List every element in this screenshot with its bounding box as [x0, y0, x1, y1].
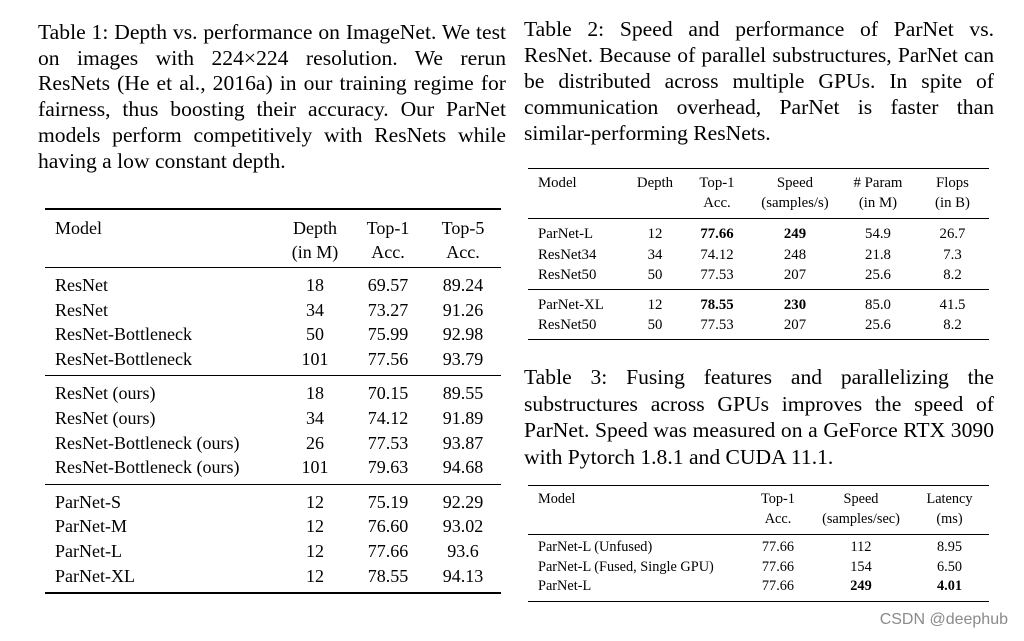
- depth-cell: 12: [306, 491, 324, 512]
- latency-cell: 6.50: [936, 558, 963, 575]
- table1-header-depth-unit: (in M): [291, 242, 339, 262]
- table1-header-depth: Depth: [293, 218, 337, 238]
- depth-cell: 34: [306, 407, 324, 428]
- top5-cell: 89.24: [442, 275, 484, 295]
- table2-caption-text: Speed and performance of ParNet vs. ResNet. Because of parallel substructures, ParNet can be distributed across multiple GPUs. In spite of communication overhead, ParNet is faster than similar-performing ResNets.: [524, 17, 995, 145]
- flops-cell: 7.3: [943, 246, 962, 263]
- top1-cell: 77.66: [367, 540, 409, 561]
- model-cell: ResNet: [55, 299, 108, 320]
- table-row: [528, 315, 989, 339]
- top1-cell: 77.53: [700, 267, 734, 284]
- flops-cell: 41.5: [939, 296, 966, 313]
- table2-header-spacer: [528, 193, 626, 219]
- model-cell: ParNet-L: [538, 578, 592, 595]
- table1-caption-label: Table 1:: [38, 20, 109, 44]
- table2-group-xl: [528, 289, 989, 339]
- speed-cell: [812, 577, 910, 601]
- model-cell: ResNet50: [538, 267, 597, 284]
- speed-cell: 207: [783, 317, 807, 334]
- table3-caption-text: Fusing features and parallelizing the substructures across GPUs improves the speed of ParNet. Speed was measured on a GeForce RTX 3090 with Pytorch 1.8.1 and CUDA 11.1.: [524, 365, 994, 469]
- depth-cell: 18: [306, 275, 324, 295]
- model-cell: ParNet-L (Unfused): [538, 539, 653, 555]
- depth-cell: 12: [306, 565, 324, 586]
- table3-header-speed-unit: (samples/sec): [822, 510, 900, 527]
- model-cell: ResNet (ours): [55, 407, 156, 428]
- model-cell: ParNet-L: [55, 540, 122, 561]
- flops-cell: 26.7: [939, 226, 966, 242]
- watermark: CSDN @deephub: [879, 611, 1008, 628]
- table-row: [45, 539, 501, 564]
- depth-cell: 12: [647, 226, 663, 242]
- table2-header-model: Model: [538, 175, 577, 191]
- param-cell: 25.6: [865, 317, 891, 334]
- model-cell: ResNet-Bottleneck (ours): [55, 432, 240, 453]
- flops-cell: 8.2: [943, 317, 962, 334]
- table3-header-model: Model: [538, 491, 576, 507]
- model-cell: ResNet-Bottleneck: [55, 324, 192, 345]
- top1-cell: 76.60: [367, 516, 409, 537]
- table2-header-param-unit: (in M): [858, 195, 898, 211]
- top5-cell: 93.79: [442, 348, 484, 369]
- param-cell: 25.6: [865, 267, 891, 284]
- table1-group-parnet: [45, 484, 501, 593]
- table-row: [528, 265, 989, 289]
- depth-cell: 50: [647, 317, 663, 334]
- table1-group-resnet: [45, 268, 501, 376]
- depth-cell: 50: [306, 324, 324, 345]
- table-row: [45, 376, 501, 406]
- table2-header-depth: Depth: [636, 175, 674, 191]
- table-row: [528, 219, 989, 245]
- top1-cell: 75.19: [367, 491, 409, 512]
- table2-header-flops: Flops: [936, 175, 969, 191]
- table-row: [528, 289, 989, 315]
- table2-header-top1-unit: Acc.: [703, 195, 731, 211]
- table1-caption-text: Depth vs. performance on ImageNet. We test on images with 224×224 resolution. We rerun ResNets (He et al., 2016a) in our training regime for fairness, thus boosting their accuracy. Our ParNet models perform competitively with ResNets while having a low constant depth.: [38, 20, 506, 173]
- table3-caption: [524, 364, 994, 470]
- top1-best: 77.66: [700, 226, 734, 242]
- table2-header-top1: Top-1: [699, 175, 735, 191]
- top5-cell: 91.26: [442, 299, 484, 320]
- model-cell: ResNet-Bottleneck: [55, 348, 192, 369]
- top5-cell: 92.98: [442, 324, 484, 345]
- table3-caption-label: Table 3:: [524, 365, 608, 389]
- depth-cell: 18: [306, 383, 324, 404]
- table3-header-speed: Speed: [843, 491, 879, 507]
- table2-header-param: # Param: [853, 175, 903, 191]
- top1-cell: 75.99: [367, 324, 409, 345]
- table-row: [45, 484, 501, 514]
- model-cell: ParNet-M: [55, 516, 127, 537]
- top1-cell: 69.57: [367, 275, 409, 295]
- flops-cell: 8.2: [943, 267, 962, 284]
- table2-header-spacer: [626, 193, 684, 219]
- model-cell: ParNet-S: [55, 491, 121, 512]
- depth-cell: 12: [306, 540, 324, 561]
- speed-cell: 154: [850, 558, 872, 575]
- depth-cell: 12: [647, 296, 663, 313]
- table3-header-top1: Top-1: [761, 491, 795, 507]
- speed-cell: [750, 219, 840, 245]
- table1-header-spacer: [45, 240, 279, 268]
- table1-header-top1: Top-1: [366, 218, 410, 238]
- top5-cell: 89.55: [442, 383, 484, 404]
- speed-best: 230: [783, 296, 807, 313]
- model-cell: ResNet: [55, 275, 108, 295]
- table-row: [45, 298, 501, 323]
- param-cell: 21.8: [865, 246, 891, 263]
- top5-cell: 94.13: [442, 565, 484, 586]
- table3-header-top1-unit: Acc.: [764, 510, 792, 527]
- top5-cell: 93.02: [442, 516, 484, 537]
- speed-best: 249: [850, 578, 872, 595]
- model-cell: ResNet34: [538, 246, 597, 263]
- table3-header-spacer: [528, 510, 744, 535]
- top5-cell: 91.89: [442, 407, 484, 428]
- table-row: [45, 268, 501, 298]
- table-row: [45, 514, 501, 539]
- top5-cell: 93.87: [442, 432, 484, 453]
- depth-cell: 34: [647, 246, 663, 263]
- top1-cell: [684, 289, 750, 315]
- table3-header-latency: Latency: [926, 491, 973, 507]
- table2-caption-label: Table 2:: [524, 17, 605, 41]
- top1-best: 78.55: [700, 296, 734, 313]
- depth-cell: 50: [647, 267, 663, 284]
- depth-cell: 101: [301, 457, 329, 478]
- model-cell: ParNet-XL: [538, 296, 604, 313]
- table2-group-large: [528, 219, 989, 290]
- table-row: [45, 455, 501, 484]
- top1-cell: 77.53: [367, 432, 409, 453]
- table-row: [528, 558, 989, 578]
- latency-cell: 8.95: [936, 539, 963, 555]
- depth-cell: 26: [306, 432, 324, 453]
- model-cell: ParNet-L: [538, 226, 594, 242]
- top1-cell: 79.63: [367, 457, 409, 478]
- table-row: [528, 535, 989, 558]
- table1-header-top1-unit: Acc.: [371, 242, 405, 262]
- depth-cell: 12: [306, 516, 324, 537]
- top5-cell: 92.29: [442, 491, 484, 512]
- table-row: [45, 347, 501, 376]
- table1-header-model: Model: [55, 218, 102, 238]
- table1-caption: [38, 20, 506, 174]
- top1-cell: 77.56: [367, 348, 409, 369]
- table1: [45, 208, 501, 594]
- table-row: [45, 431, 501, 456]
- table3-header-latency-unit: (ms): [936, 510, 963, 527]
- model-cell: ParNet-L (Fused, Single GPU): [538, 558, 714, 575]
- speed-cell: 248: [783, 246, 807, 263]
- table2-header-speed-unit: (samples/s): [761, 195, 829, 211]
- top5-cell: 93.6: [447, 540, 479, 561]
- table2: [528, 168, 989, 340]
- depth-cell: 101: [301, 348, 329, 369]
- table-row: [528, 245, 989, 266]
- table2-header: [528, 169, 989, 219]
- top1-cell: 74.12: [367, 407, 409, 428]
- table3-body: [528, 535, 989, 602]
- table2-header-speed: Speed: [776, 175, 814, 191]
- table1-header: [45, 209, 501, 268]
- table2-header-flops-unit: (in B): [935, 195, 970, 211]
- param-cell: 54.9: [865, 226, 891, 242]
- latency-cell: [910, 577, 989, 601]
- table-row: [45, 406, 501, 431]
- depth-cell: 34: [306, 299, 324, 320]
- top1-cell: 77.66: [761, 539, 795, 555]
- top1-cell: 78.55: [367, 565, 409, 586]
- top1-cell: 77.53: [700, 317, 734, 334]
- top1-cell: 70.15: [367, 383, 409, 404]
- speed-cell: 112: [850, 539, 872, 555]
- latency-best: 4.01: [936, 578, 963, 595]
- top1-cell: 74.12: [700, 246, 734, 263]
- table3: [528, 485, 989, 602]
- table-row: [45, 322, 501, 347]
- model-cell: ResNet50: [538, 317, 597, 334]
- model-cell: ParNet-XL: [55, 565, 135, 586]
- table-row: [45, 564, 501, 594]
- table1-header-top5: Top-5: [441, 218, 485, 238]
- speed-cell: [750, 289, 840, 315]
- param-cell: 85.0: [865, 296, 891, 313]
- speed-best: 249: [783, 226, 807, 242]
- model-cell: ResNet-Bottleneck (ours): [55, 457, 240, 478]
- speed-cell: 207: [783, 267, 807, 284]
- top1-cell: 73.27: [367, 299, 409, 320]
- top5-cell: 94.68: [442, 457, 484, 478]
- model-cell: ResNet (ours): [55, 383, 156, 404]
- table1-group-resnet-ours: [45, 376, 501, 484]
- top1-cell: [684, 219, 750, 245]
- top1-cell: 77.66: [761, 558, 795, 575]
- table-row: [528, 577, 989, 601]
- table1-header-top5-unit: Acc.: [446, 242, 480, 262]
- table3-header: [528, 486, 989, 535]
- top1-cell: 77.66: [761, 578, 795, 595]
- table2-caption: [524, 16, 994, 146]
